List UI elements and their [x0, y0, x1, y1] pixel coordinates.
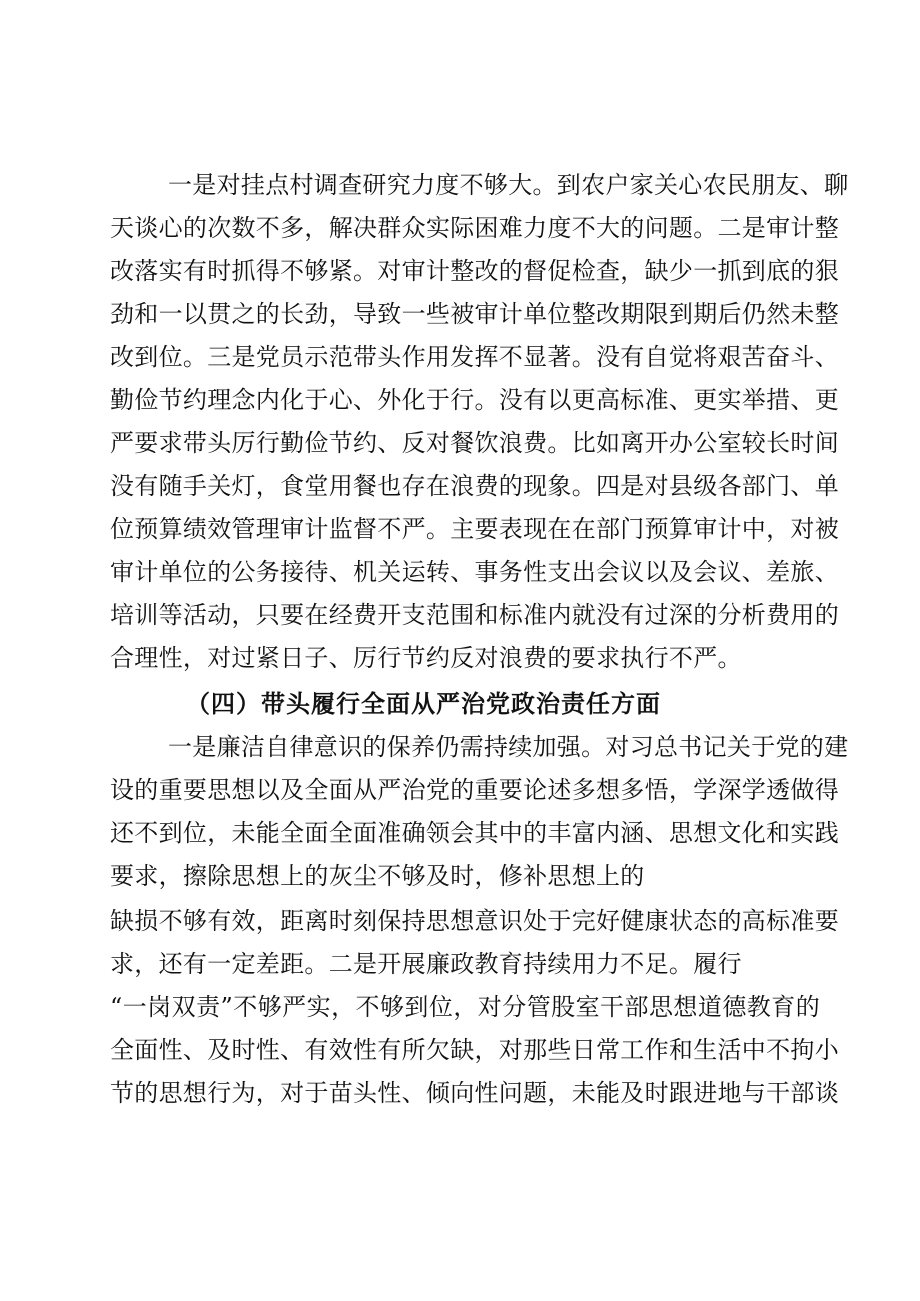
- paragraph-1-line-3: 改落实有时抓得不够紧。对审计整改的督促检查，缺少一抓到底的狠: [110, 257, 839, 285]
- paragraph-2-line-9: 节的思想行为，对于苗头性、倾向性问题，未能及时跟进地与干部谈: [110, 1079, 839, 1107]
- paragraph-1-line-8: 没有随手关灯，食堂用餐也存在浪费的现象。四是对县级各部门、单: [110, 472, 839, 500]
- paragraph-2-line-8: 全面性、及时性、有效性有所欠缺，对那些日常工作和生活中不拘小: [110, 1036, 839, 1064]
- paragraph-2-line-6: 求，还有一定差距。二是开展廉政教育持续用力不足。履行: [110, 950, 742, 978]
- paragraph-1-line-10: 审计单位的公务接待、机关运转、事务性支出会议以及会议、差旅、: [110, 558, 839, 586]
- paragraph-1-line-9: 位预算绩效管理审计监督不严。主要表现在在部门预算审计中，对被: [110, 515, 839, 543]
- paragraph-2-line-5: 缺损不够有效，距离时刻保持思想意识处于完好健康状态的高标准要: [110, 907, 839, 935]
- paragraph-2-line-4: 要求，擦除思想上的灰尘不够及时，修补思想上的: [110, 862, 645, 890]
- section-heading: （四）带头履行全面从严治党政治责任方面: [186, 689, 661, 718]
- paragraph-1-line-1: 一是对挂点村调查研究力度不够大。到农户家关心农民朋友、聊: [168, 171, 849, 199]
- paragraph-2-line-2: 设的重要思想以及全面从严治党的重要论述多想多悟，学深学透做得: [110, 776, 839, 804]
- paragraph-1-line-5: 改到位。三是党员示范带头作用发挥不显著。没有自觉将艰苦奋斗、: [110, 343, 839, 371]
- paragraph-1-line-2: 天谈心的次数不多，解决群众实际困难力度不大的问题。二是审计整: [110, 214, 839, 242]
- paragraph-1-line-4: 劲和一以贯之的长劲，导致一些被审计单位整改期限到期后仍然未整: [110, 300, 839, 328]
- paragraph-1-line-6: 勤俭节约理念内化于心、外化于行。没有以更高标准、更实举措、更: [110, 386, 839, 414]
- paragraph-2-line-1: 一是廉洁自律意识的保养仍需持续加强。对习总书记关于党的建: [168, 733, 849, 761]
- paragraph-1-line-11: 培训等活动，只要在经费开支范围和标准内就没有过深的分析费用的: [110, 601, 839, 629]
- paragraph-1-line-7: 严要求带头厉行勤俭节约、反对餐饮浪费。比如离开办公室较长时间: [110, 429, 839, 457]
- paragraph-2-line-7: “一岗双责”不够严实，不够到位，对分管股室干部思想道德教育的: [110, 993, 820, 1021]
- paragraph-1-line-12: 合理性，对过紧日子、厉行节约反对浪费的要求执行不严。: [110, 644, 742, 672]
- paragraph-2-line-3: 还不到位，未能全面全面准确领会其中的丰富内涵、思想文化和实践: [110, 819, 839, 847]
